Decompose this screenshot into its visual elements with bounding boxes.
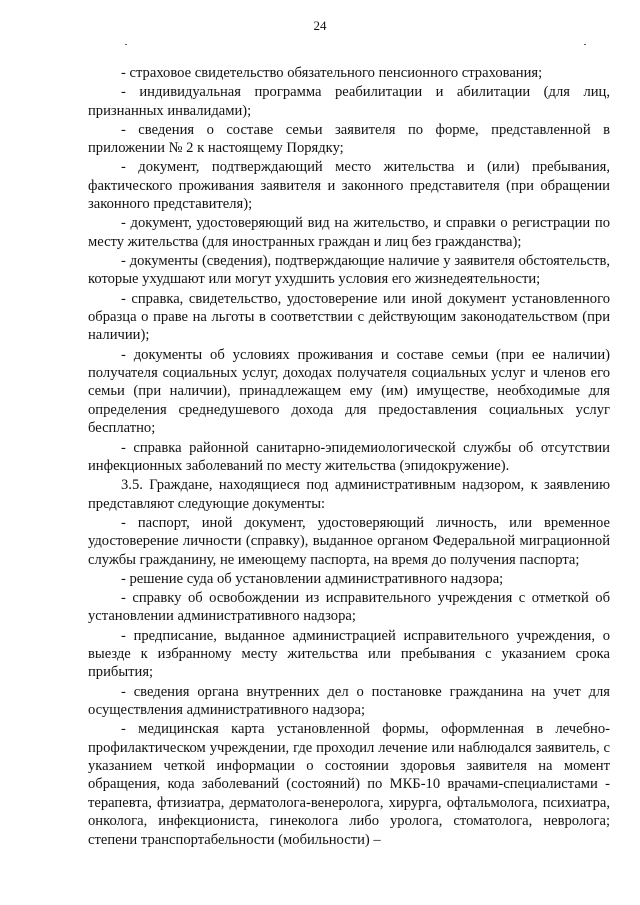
paragraph: - справка, свидетельство, удостоверение или иной документ установленного образца о праве на льготы в соответствии с действующим законодательством (при наличии); [88, 290, 610, 344]
scan-speck [125, 44, 127, 45]
paragraph: - документ, подтверждающий место жительства и (или) пребывания, фактического проживания заявителя и законного представителя (при обращении законного представителя); [88, 159, 610, 213]
paragraph: - сведения органа внутренних дел о постановке гражданина на учет для осуществления административного надзора; [88, 683, 610, 718]
paragraph: - медицинская карта установленной формы, оформленная в лечебно-профилактическом учреждении, где проходил лечение или наблюдался заявитель, с указанием четкой информации о состоянии здоровья заявителя на момент обращения, кода заболеваний (состояний) по МКБ-10 врачами-специалистами - терапевта, фтизиатра, дерматолога-венеролога, хирурга, офтальмолога, психиатра, онколога, инфекциониста, гинеколога либо уролога, стоматолога, невролога; степени транспортабельности (мобильности) – [88, 721, 610, 848]
document-body [88, 64, 610, 850]
scan-speck [584, 44, 586, 45]
page-number: 24 [313, 18, 327, 33]
paragraph: - документ, удостоверяющий вид на жительство, и справки о регистрации по месту жительства (для иностранных граждан и лиц без гражданства); [88, 215, 610, 250]
paragraph: - справку об освобождении из исправительного учреждения с отметкой об установлении административного надзора; [88, 589, 610, 625]
paragraph: - предписание, выданное администрацией исправительного учреждения, о выезде к избранному месту жительства или пребывания с указанием срока прибытия; [88, 627, 610, 681]
paragraph: - индивидуальная программа реабилитации и абилитации (для лиц, признанных инвалидами); [88, 84, 610, 119]
paragraph: - документы (сведения), подтверждающие наличие у заявителя обстоятельств, которые ухудшают или могут ухудшить условия его жизнедеятельности; [88, 253, 610, 288]
paragraph: - справка районной санитарно-эпидемиологической службы об отсутствии инфекционных заболеваний по месту жительства (эпидокружение). [88, 439, 610, 474]
paragraph: - страховое свидетельство обязательного пенсионного страхования; [121, 65, 543, 81]
paragraph: - паспорт, иной документ, удостоверяющий личность, или временное удостоверение личности (справку), выданное органом Федеральной миграционной службы гражданину, не имеющему паспорта, на время до получения паспорта; [88, 514, 610, 568]
paragraph: - решение суда об установлении административного надзора; [121, 570, 504, 587]
section-paragraph: 3.5. Граждане, находящиеся под административным надзором, к заявлению представляют следующие документы: [88, 477, 610, 512]
paragraph: - сведения о составе семьи заявителя по форме, представленной в приложении № 2 к настоящему Порядку; [88, 121, 610, 157]
paragraph: - документы об условиях проживания и составе семьи (при ее наличии) получателя социальных услуг, доходах получателя социальных услуг и членов его семьи (при наличии), принадлежащем ему (им) имуществе, необходимые для определения среднедушевого дохода для предоставления социальных услуг бесплатно; [88, 346, 610, 437]
